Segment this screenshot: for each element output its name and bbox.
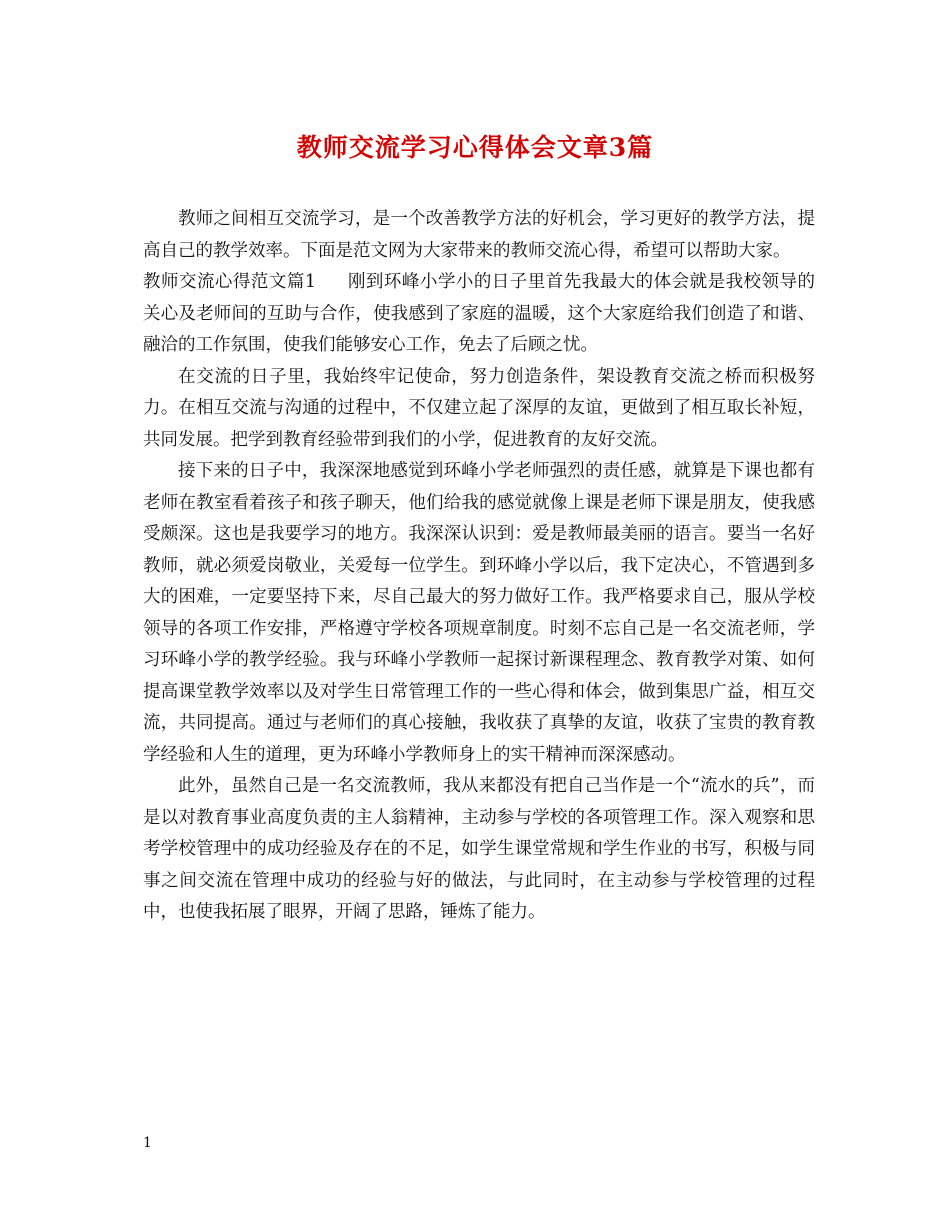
section-label: 教师交流心得范文篇1 — [143, 272, 316, 292]
paragraph-3: 接下来的日子中，我深深地感觉到环峰小学老师强烈的责任感，就算是下课也都有老师在教室看着孩子和孩子聊天，他们给我的感觉就像上课是老师下课是朋友，使我感受颇深。这也是我要学习的地方。我深深认识到：爱是教师最美丽的语言。要当一名好教师，就必须爱岗敬业，关爱每一位学生。到环峰小学以后，我下定决心，不管遇到多大的困难，一定要坚持下来，尽自己最大的努力做好工作。我严格要求自己，服从学校领导的各项工作安排，严格遵守学校各项规章制度。时刻不忘自己是一名交流老师，学习环峰小学的教学经验。我与环峰小学教师一起探讨新课程理念、教育教学对策、如何提高课堂教学效率以及对学生日常管理工作的一些心得和体会，做到集思广益，相互交流，共同提高。通过与老师们的真心接触，我收获了真挚的友谊，收获了宝贵的教育教学经验和人生的道理，更为环峰小学教师身上的实干精神而深深感动。 — [143, 461, 815, 765]
document-title: 教师交流学习心得体会文章3篇 — [296, 133, 654, 162]
intro-paragraph: 教师之间相互交流学习，是一个改善教学方法的好机会，学习更好的教学方法，提高自己的教学效率。下面是范文网为大家带来的教师交流心得，希望可以帮助大家。 — [143, 209, 815, 261]
page-number: 1 — [143, 1135, 152, 1151]
section-1-first-paragraph — [143, 267, 815, 362]
section-1-first-text: 刚到环峰小学小的日子里首先我最大的体会就是我校领导的关心及老师间的互助与合作，使我感到了家庭的温暖，这个大家庭给我们创造了和谐、融洽的工作氛围，使我们能够安心工作，免去了后顾之忧。 — [143, 272, 815, 355]
document-body — [143, 204, 815, 929]
paragraph-2: 在交流的日子里，我始终牢记使命，努力创造条件，架设教育交流之桥而积极努力。在相互交流与沟通的过程中，不仅建立起了深厚的友谊，更做到了相互取长补短，共同发展。把学到教育经验带到我们的小学，促进教育的友好交流。 — [143, 366, 815, 450]
paragraph-4: 此外，虽然自己是一名交流教师，我从来都没有把自己当作是一个“流水的兵”，而是以对教育事业高度负责的主人翁精神，主动参与学校的各项管理工作。深入观察和思考学校管理中的成功经验及存在的不足，如学生课堂常规和学生作业的书写，积极与同事之间交流在管理中成功的经验与好的做法，与此同时，在主动参与学校管理的过程中，也使我拓展了眼界，开阔了思路，锤炼了能力。 — [143, 776, 815, 922]
